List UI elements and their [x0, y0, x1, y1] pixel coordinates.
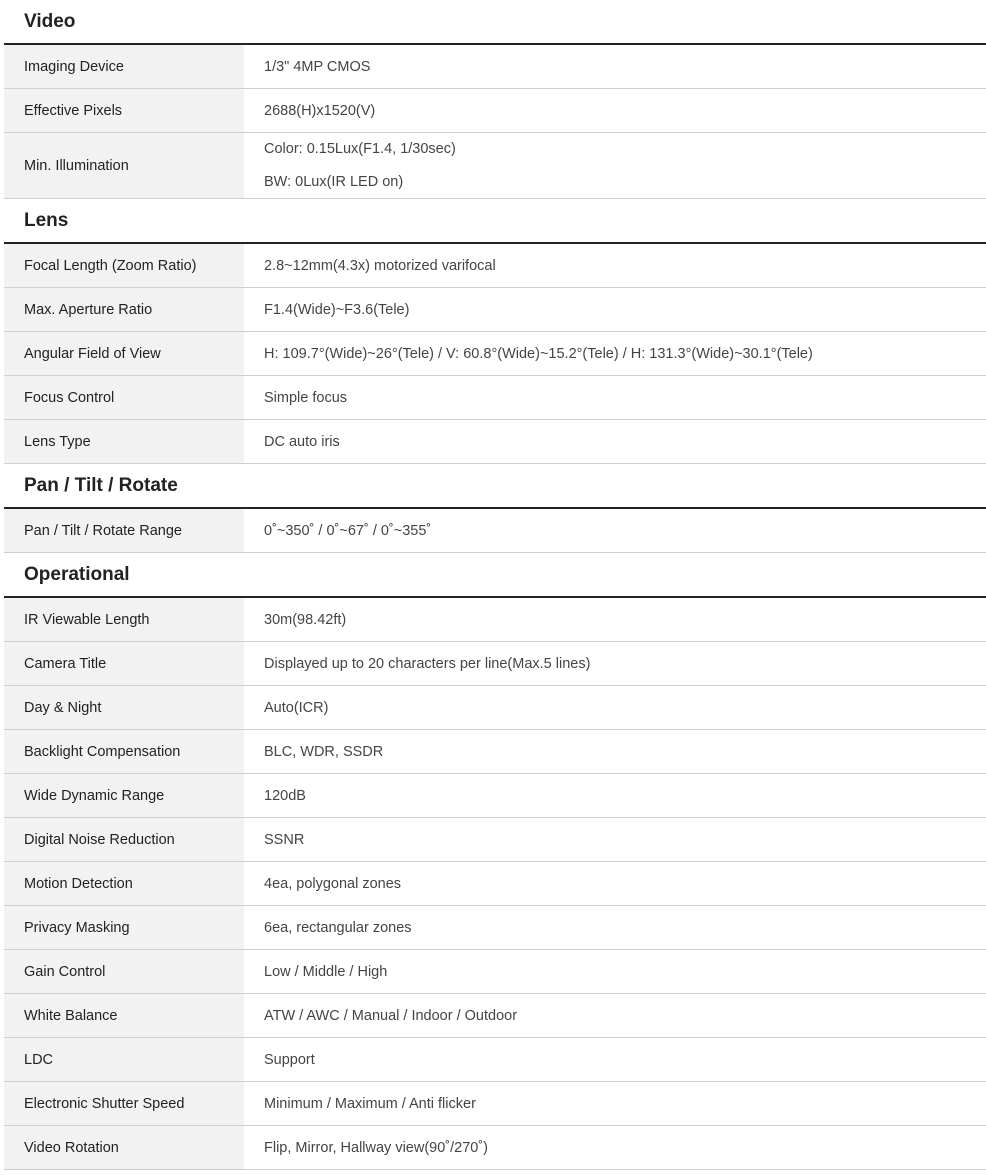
spec-label: Min. Illumination — [4, 133, 244, 198]
spec-label: Max. Aperture Ratio — [4, 288, 244, 331]
spec-values — [244, 89, 986, 132]
spec-values — [244, 598, 986, 641]
spec-label: Angular Field of View — [4, 332, 244, 375]
spec-values — [244, 730, 986, 773]
spec-values — [244, 1126, 986, 1169]
spec-row — [4, 133, 986, 199]
spec-values — [244, 420, 986, 463]
spec-row — [4, 598, 986, 642]
spec-label: Motion Detection — [4, 862, 244, 905]
spec-row — [4, 288, 986, 332]
spec-label: Wide Dynamic Range — [4, 774, 244, 817]
spec-row — [4, 1126, 986, 1170]
spec-value: 0˚~350˚ / 0˚~67˚ / 0˚~355˚ — [264, 522, 432, 539]
spec-row — [4, 818, 986, 862]
spec-value: 2688(H)x1520(V) — [264, 102, 376, 119]
spec-row — [4, 774, 986, 818]
spec-value: Support — [264, 1051, 315, 1068]
spec-label: Lens Type — [4, 420, 244, 463]
spec-value: 6ea, rectangular zones — [264, 919, 412, 936]
spec-label: Focus Control — [4, 376, 244, 419]
section-title: Lens — [4, 199, 986, 244]
spec-value: 2.8~12mm(4.3x) motorized varifocal — [264, 257, 496, 274]
spec-value: Displayed up to 20 characters per line(Max.5 lines) — [264, 655, 591, 672]
spec-label: Effective Pixels — [4, 89, 244, 132]
spec-row — [4, 730, 986, 774]
spec-label: Imaging Device — [4, 45, 244, 88]
spec-value: SSNR — [264, 831, 305, 848]
spec-value: BLC, WDR, SSDR — [264, 743, 384, 760]
spec-values — [244, 994, 986, 1037]
spec-value: Color: 0.15Lux(F1.4, 1/30sec) — [264, 141, 456, 157]
spec-value: F1.4(Wide)~F3.6(Tele) — [264, 301, 410, 318]
spec-label: Focal Length (Zoom Ratio) — [4, 244, 244, 287]
spec-value: 4ea, polygonal zones — [264, 875, 402, 892]
spec-values — [244, 509, 986, 552]
spec-values — [244, 774, 986, 817]
spec-values — [244, 818, 986, 861]
spec-values — [244, 642, 986, 685]
spec-values — [244, 133, 986, 198]
spec-value: Minimum / Maximum / Anti flicker — [264, 1095, 476, 1112]
spec-values — [244, 906, 986, 949]
spec-label: Pan / Tilt / Rotate Range — [4, 509, 244, 552]
spec-values — [244, 376, 986, 419]
spec-label: Gain Control — [4, 950, 244, 993]
spec-values — [244, 1082, 986, 1125]
spec-value: ATW / AWC / Manual / Indoor / Outdoor — [264, 1007, 518, 1024]
spec-row — [4, 89, 986, 133]
spec-value: H: 109.7°(Wide)~26°(Tele) / V: 60.8°(Wide)~15.2°(Tele) / H: 131.3°(Wide)~30.1°(Tele) — [264, 345, 813, 362]
section-title: Pan / Tilt / Rotate — [4, 464, 986, 509]
spec-value: Flip, Mirror, Hallway view(90˚/270˚) — [264, 1139, 488, 1156]
spec-row — [4, 862, 986, 906]
spec-value: Low / Middle / High — [264, 963, 388, 980]
spec-label: Video Rotation — [4, 1126, 244, 1169]
spec-value: Auto(ICR) — [264, 699, 329, 716]
spec-label: Electronic Shutter Speed — [4, 1082, 244, 1125]
spec-label: Camera Title — [4, 642, 244, 685]
spec-row — [4, 332, 986, 376]
spec-row — [4, 509, 986, 553]
spec-values — [244, 332, 986, 375]
spec-label: Day & Night — [4, 686, 244, 729]
spec-values — [244, 45, 986, 88]
spec-row — [4, 45, 986, 89]
spec-row — [4, 686, 986, 730]
spec-values — [244, 288, 986, 331]
spec-value: Simple focus — [264, 389, 348, 406]
spec-values — [244, 686, 986, 729]
spec-row — [4, 420, 986, 464]
spec-row — [4, 950, 986, 994]
section-title: Operational — [4, 553, 986, 598]
section-title: Video — [4, 0, 986, 45]
spec-value: 30m(98.42ft) — [264, 611, 347, 628]
spec-row — [4, 244, 986, 288]
spec-value: BW: 0Lux(IR LED on) — [264, 174, 404, 190]
spec-values — [244, 862, 986, 905]
spec-values — [244, 950, 986, 993]
spec-row — [4, 376, 986, 420]
spec-row — [4, 994, 986, 1038]
spec-row — [4, 906, 986, 950]
spec-label: Digital Noise Reduction — [4, 818, 244, 861]
spec-label: IR Viewable Length — [4, 598, 244, 641]
spec-value: 1/3" 4MP CMOS — [264, 58, 371, 75]
spec-label: White Balance — [4, 994, 244, 1037]
spec-value: 120dB — [264, 787, 306, 804]
spec-values — [244, 1038, 986, 1081]
spec-values — [244, 244, 986, 287]
spec-label: LDC — [4, 1038, 244, 1081]
spec-row — [4, 1038, 986, 1082]
spec-row — [4, 1082, 986, 1126]
spec-row — [4, 642, 986, 686]
spec-value: DC auto iris — [264, 433, 340, 450]
spec-label: Privacy Masking — [4, 906, 244, 949]
spec-table — [4, 0, 986, 1170]
spec-label: Backlight Compensation — [4, 730, 244, 773]
